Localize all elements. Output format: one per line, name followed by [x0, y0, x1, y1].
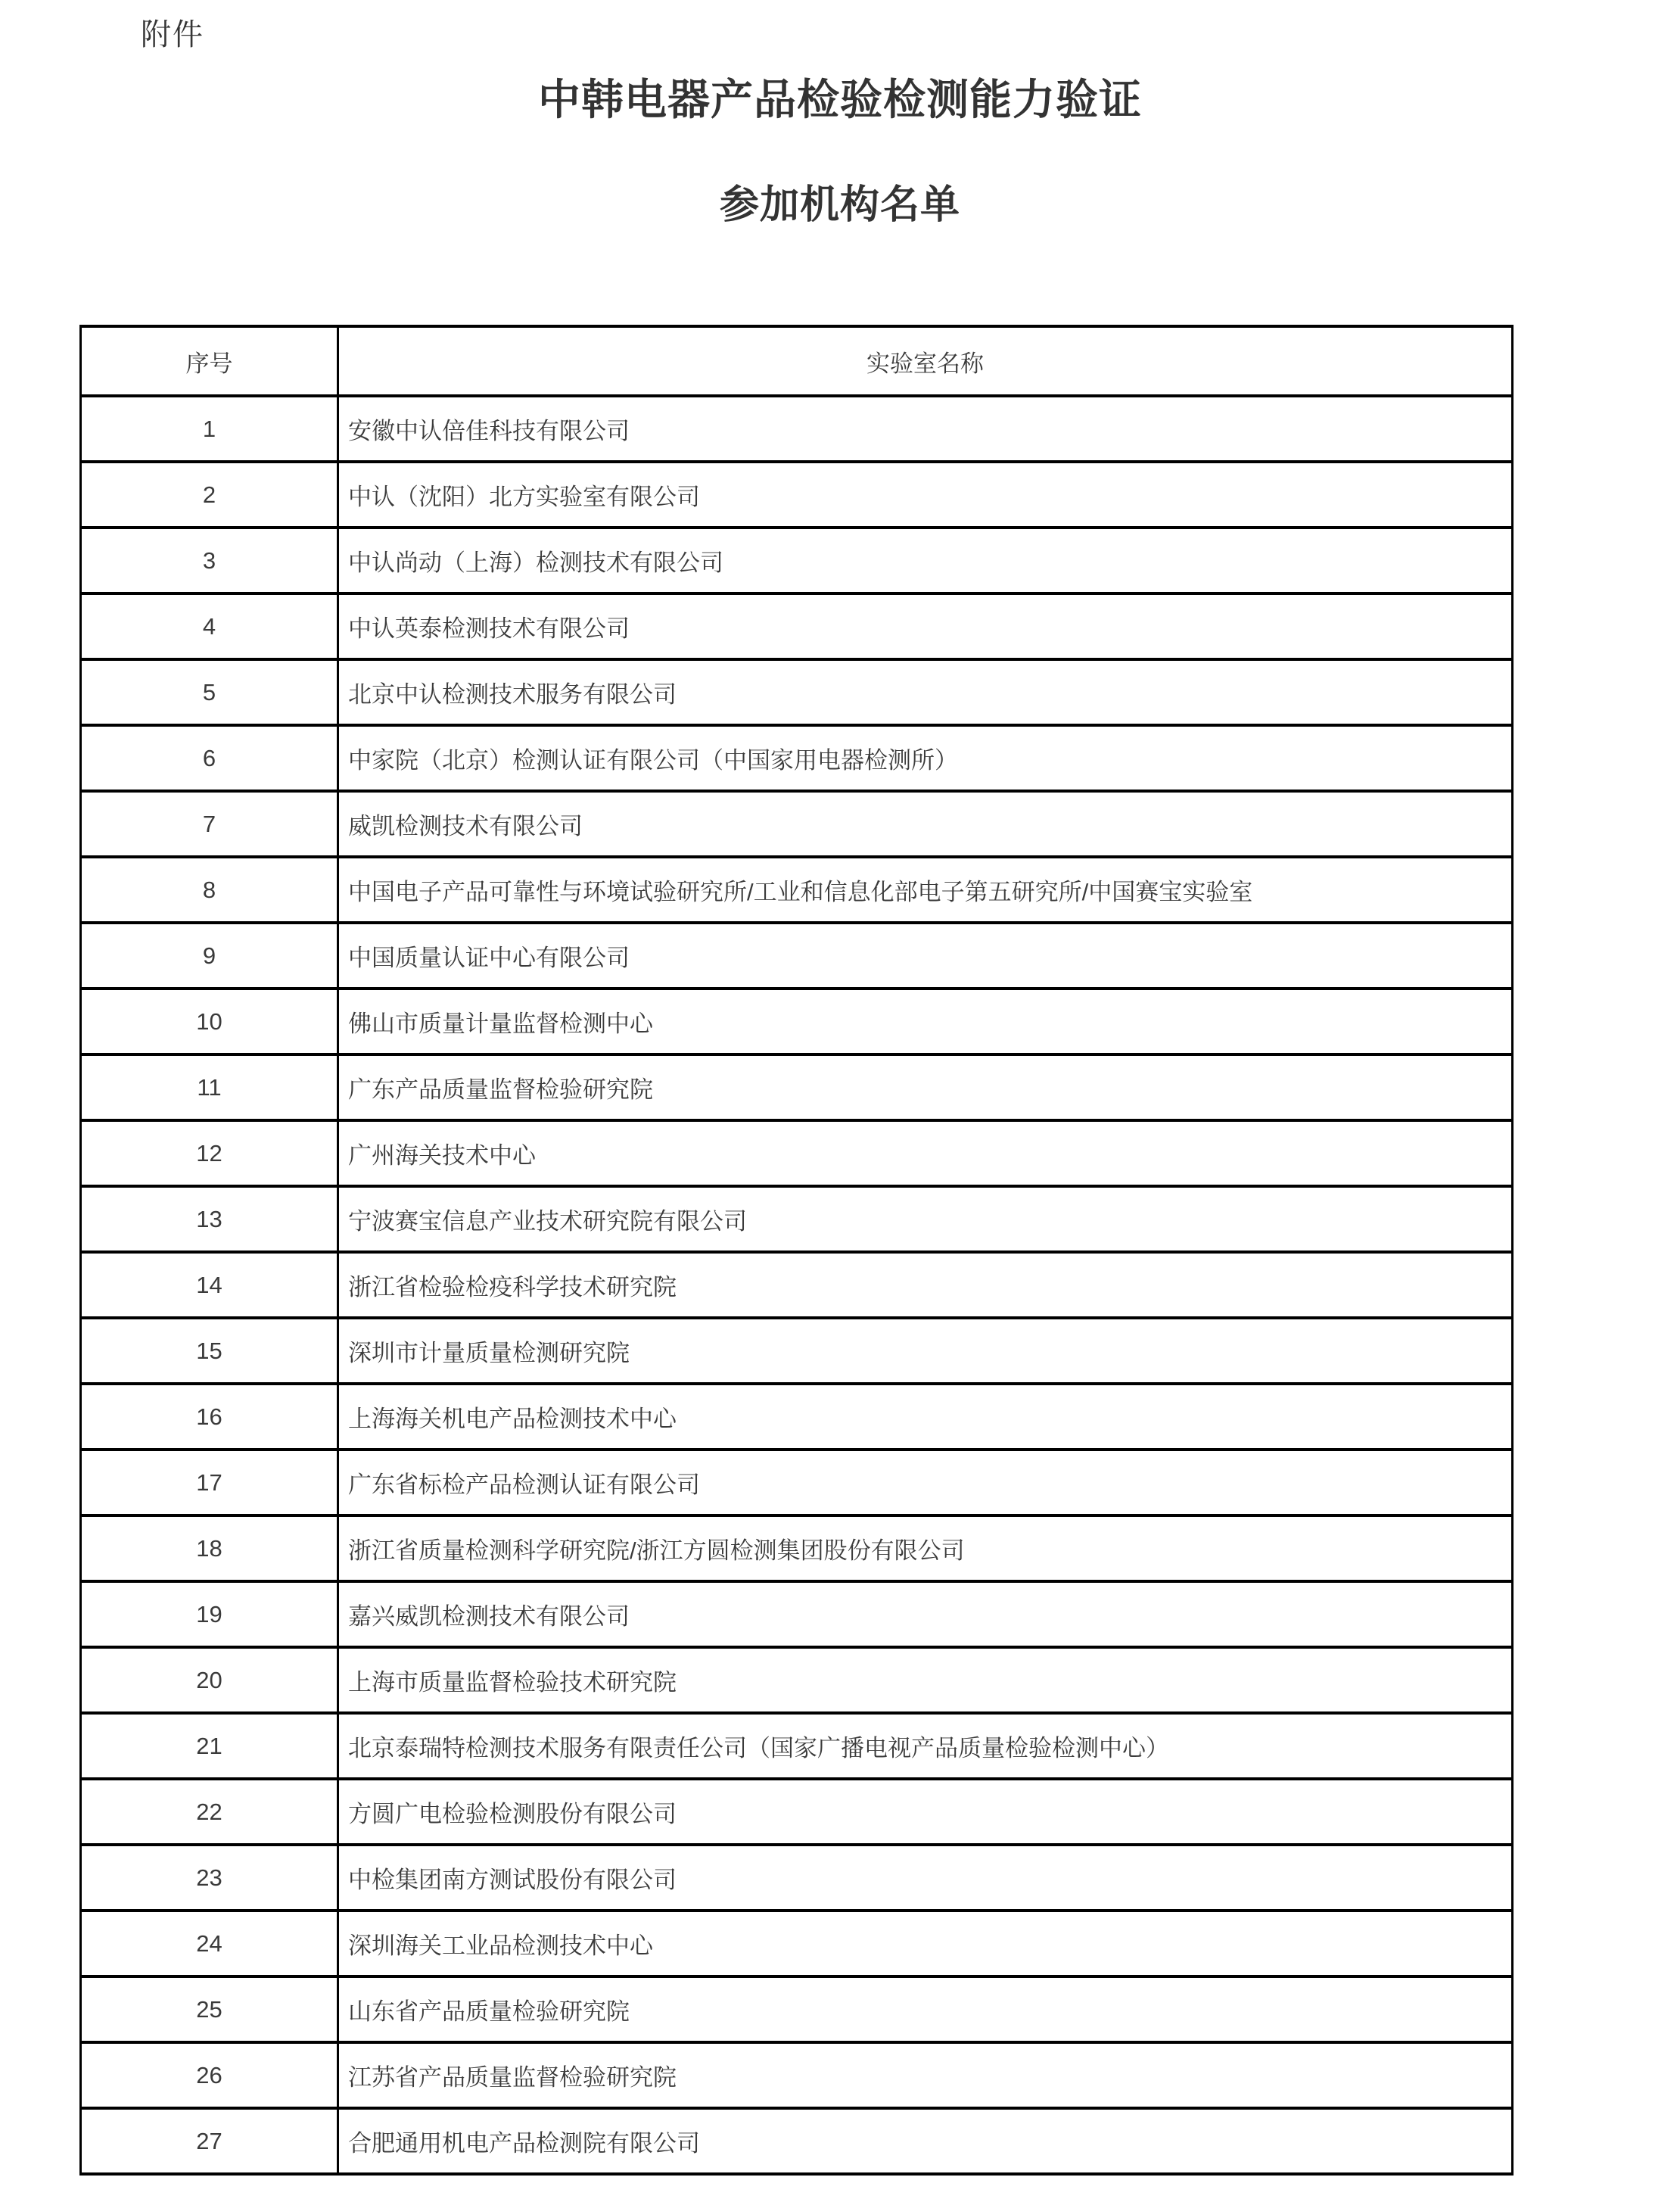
table-row: [81, 1384, 1513, 1450]
lab-name-cell: 广州海关技术中心: [338, 1120, 1513, 1186]
row-number-cell: 2: [81, 462, 338, 528]
attachment-label: 附件: [141, 18, 204, 51]
row-number-cell: 18: [81, 1515, 338, 1581]
table-row: [81, 1120, 1513, 1186]
table-row: [81, 989, 1513, 1054]
lab-name-cell: 浙江省检验检疫科学技术研究院: [338, 1252, 1513, 1318]
lab-name-cell: 广东产品质量监督检验研究院: [338, 1054, 1513, 1120]
row-number-cell: 19: [81, 1581, 338, 1647]
table-row: [81, 2108, 1513, 2174]
column-header-lab-name: 实验室名称: [338, 326, 1513, 396]
row-number-cell: 7: [81, 791, 338, 857]
table-row: [81, 528, 1513, 593]
row-number-cell: 8: [81, 857, 338, 923]
table-row: [81, 1515, 1513, 1581]
lab-name-cell: 合肥通用机电产品检测院有限公司: [338, 2108, 1513, 2174]
row-number-cell: 1: [81, 396, 338, 462]
row-number-cell: 15: [81, 1318, 338, 1384]
lab-name-cell: 安徽中认倍佳科技有限公司: [338, 396, 1513, 462]
row-number-cell: 5: [81, 659, 338, 725]
row-number-cell: 4: [81, 593, 338, 659]
lab-name-cell: 山东省产品质量检验研究院: [338, 1976, 1513, 2042]
table-header: [81, 326, 1513, 396]
row-number-cell: 22: [81, 1779, 338, 1845]
row-number-cell: 27: [81, 2108, 338, 2174]
lab-name-cell: 中认尚动（上海）检测技术有限公司: [338, 528, 1513, 593]
lab-name-cell: 上海海关机电产品检测技术中心: [338, 1384, 1513, 1450]
row-number-cell: 16: [81, 1384, 338, 1450]
participating-institutions-table: [79, 325, 1514, 2176]
column-header-number: 序号: [81, 326, 338, 396]
table-row: [81, 2042, 1513, 2108]
lab-name-cell: 中国电子产品可靠性与环境试验研究所/工业和信息化部电子第五研究所/中国赛宝实验室: [338, 857, 1513, 923]
table-row: [81, 923, 1513, 989]
table-row: [81, 659, 1513, 725]
row-number-cell: 12: [81, 1120, 338, 1186]
table-row: [81, 725, 1513, 791]
table-row: [81, 1581, 1513, 1647]
table-row: [81, 1713, 1513, 1779]
row-number-cell: 17: [81, 1450, 338, 1515]
table-row: [81, 791, 1513, 857]
row-number-cell: 20: [81, 1647, 338, 1713]
row-number-cell: 25: [81, 1976, 338, 2042]
table-row: [81, 1845, 1513, 1911]
lab-name-cell: 中认（沈阳）北方实验室有限公司: [338, 462, 1513, 528]
document-title: 中韩电器产品检验检测能力验证: [538, 76, 1142, 123]
lab-name-cell: 深圳市计量质量检测研究院: [338, 1318, 1513, 1384]
row-number-cell: 9: [81, 923, 338, 989]
lab-name-cell: 广东省标检产品检测认证有限公司: [338, 1450, 1513, 1515]
table-row: [81, 1186, 1513, 1252]
table-row: [81, 1779, 1513, 1845]
row-number-cell: 3: [81, 528, 338, 593]
lab-name-cell: 深圳海关工业品检测技术中心: [338, 1911, 1513, 1976]
table-row: [81, 1054, 1513, 1120]
table-row: [81, 593, 1513, 659]
row-number-cell: 24: [81, 1911, 338, 1976]
table-row: [81, 857, 1513, 923]
table-row: [81, 1252, 1513, 1318]
lab-name-cell: 中家院（北京）检测认证有限公司（中国家用电器检测所）: [338, 725, 1513, 791]
lab-name-cell: 威凯检测技术有限公司: [338, 791, 1513, 857]
lab-name-cell: 江苏省产品质量监督检验研究院: [338, 2042, 1513, 2108]
lab-name-cell: 佛山市质量计量监督检测中心: [338, 989, 1513, 1054]
table-row: [81, 462, 1513, 528]
table-row: [81, 1911, 1513, 1976]
row-number-cell: 26: [81, 2042, 338, 2108]
row-number-cell: 14: [81, 1252, 338, 1318]
lab-name-cell: 浙江省质量检测科学研究院/浙江方圆检测集团股份有限公司: [338, 1515, 1513, 1581]
lab-name-cell: 中认英泰检测技术有限公司: [338, 593, 1513, 659]
lab-name-cell: 中国质量认证中心有限公司: [338, 923, 1513, 989]
document-subtitle: 参加机构名单: [719, 183, 960, 227]
row-number-cell: 21: [81, 1713, 338, 1779]
table-row: [81, 1450, 1513, 1515]
lab-name-cell: 上海市质量监督检验技术研究院: [338, 1647, 1513, 1713]
table-row: [81, 396, 1513, 462]
table-header-row: [81, 326, 1513, 396]
row-number-cell: 11: [81, 1054, 338, 1120]
lab-name-cell: 北京泰瑞特检测技术服务有限责任公司（国家广播电视产品质量检验检测中心）: [338, 1713, 1513, 1779]
lab-name-cell: 嘉兴威凯检测技术有限公司: [338, 1581, 1513, 1647]
row-number-cell: 23: [81, 1845, 338, 1911]
table-row: [81, 1318, 1513, 1384]
table-row: [81, 1647, 1513, 1713]
row-number-cell: 10: [81, 989, 338, 1054]
lab-name-cell: 中检集团南方测试股份有限公司: [338, 1845, 1513, 1911]
table-row: [81, 1976, 1513, 2042]
lab-name-cell: 方圆广电检验检测股份有限公司: [338, 1779, 1513, 1845]
row-number-cell: 6: [81, 725, 338, 791]
lab-name-cell: 宁波赛宝信息产业技术研究院有限公司: [338, 1186, 1513, 1252]
lab-name-cell: 北京中认检测技术服务有限公司: [338, 659, 1513, 725]
table-body: [81, 396, 1513, 2174]
row-number-cell: 13: [81, 1186, 338, 1252]
